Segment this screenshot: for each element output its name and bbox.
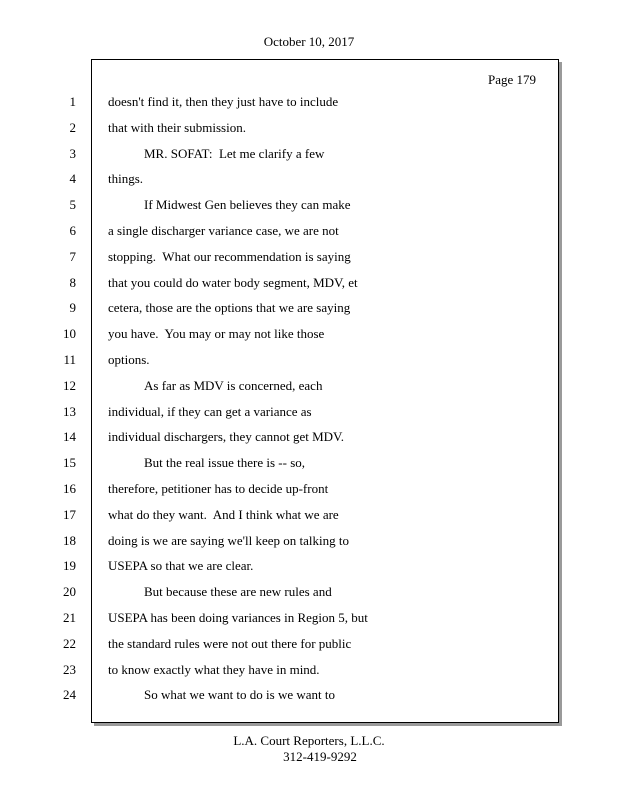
line-number: 10	[63, 326, 76, 342]
transcript-line: that with their submission.	[108, 119, 246, 135]
transcript-line: you have. You may or may not like those	[108, 326, 325, 342]
transcript-line: things.	[108, 171, 144, 187]
transcript-line: USEPA has been doing variances in Region 5, but	[108, 609, 368, 625]
transcript-text	[108, 92, 538, 711]
transcript-line: If Midwest Gen believes they can make	[144, 197, 351, 213]
line-number: 20	[63, 584, 76, 600]
line-number: 13	[63, 403, 76, 419]
page-number: Page 179	[487, 72, 536, 87]
line-number: 11	[63, 351, 76, 367]
transcript-line: what do they want. And I think what we are	[108, 506, 339, 522]
line-number: 14	[63, 429, 76, 445]
line-number: 7	[69, 248, 76, 264]
transcript-line: individual dischargers, they cannot get MDV.	[108, 429, 345, 445]
transcript-line: USEPA so that we are clear.	[108, 558, 254, 574]
transcript-line: therefore, petitioner has to decide up-front	[108, 480, 329, 496]
line-number: 21	[63, 609, 76, 625]
line-number: 9	[69, 300, 76, 316]
transcript-line: individual, if they can get a variance as	[108, 403, 312, 419]
transcript-line: cetera, those are the options that we are saying	[108, 300, 351, 316]
transcript-line: MR. SOFAT: Let me clarify a few	[144, 145, 325, 161]
transcript-line: to know exactly what they have in mind.	[108, 661, 320, 677]
header-date: October 10, 2017	[263, 34, 355, 49]
line-number: 1	[69, 94, 76, 109]
line-number: 23	[63, 661, 76, 677]
line-number: 6	[69, 222, 76, 238]
line-number: 15	[63, 455, 76, 471]
footer-phone: 312-419-9292	[283, 749, 357, 764]
footer-company: L.A. Court Reporters, L.L.C.	[233, 733, 385, 748]
transcript-line: But the real issue there is -- so,	[144, 455, 306, 471]
line-number: 17	[63, 506, 76, 522]
line-number: 5	[69, 197, 76, 213]
transcript-line: that you could do water body segment, MDV, et	[108, 274, 358, 290]
transcript-line: So what we want to do is we want to	[144, 687, 336, 703]
line-number: 4	[69, 171, 76, 187]
line-number: 19	[63, 558, 76, 574]
line-number: 3	[69, 145, 76, 161]
line-number: 8	[69, 274, 76, 290]
line-number: 12	[63, 377, 76, 393]
transcript-line: options.	[108, 351, 150, 367]
transcript-line: doesn't find it, then they just have to include	[108, 94, 339, 109]
line-number: 18	[63, 532, 76, 548]
transcript-line: stopping. What our recommendation is saying	[108, 248, 351, 264]
transcript-line: As far as MDV is concerned, each	[144, 377, 323, 393]
line-number: 16	[63, 480, 76, 496]
line-number: 24	[63, 687, 76, 703]
transcript-line: the standard rules were not out there for public	[108, 635, 352, 651]
transcript-line: doing is we are saying we'll keep on talking to	[108, 532, 349, 548]
line-number-column	[0, 92, 80, 711]
line-number: 22	[63, 635, 76, 651]
line-number: 2	[69, 119, 76, 135]
footer	[0, 733, 618, 765]
transcript-line: a single discharger variance case, we are not	[108, 222, 339, 238]
transcript-line: But because these are new rules and	[144, 584, 332, 600]
